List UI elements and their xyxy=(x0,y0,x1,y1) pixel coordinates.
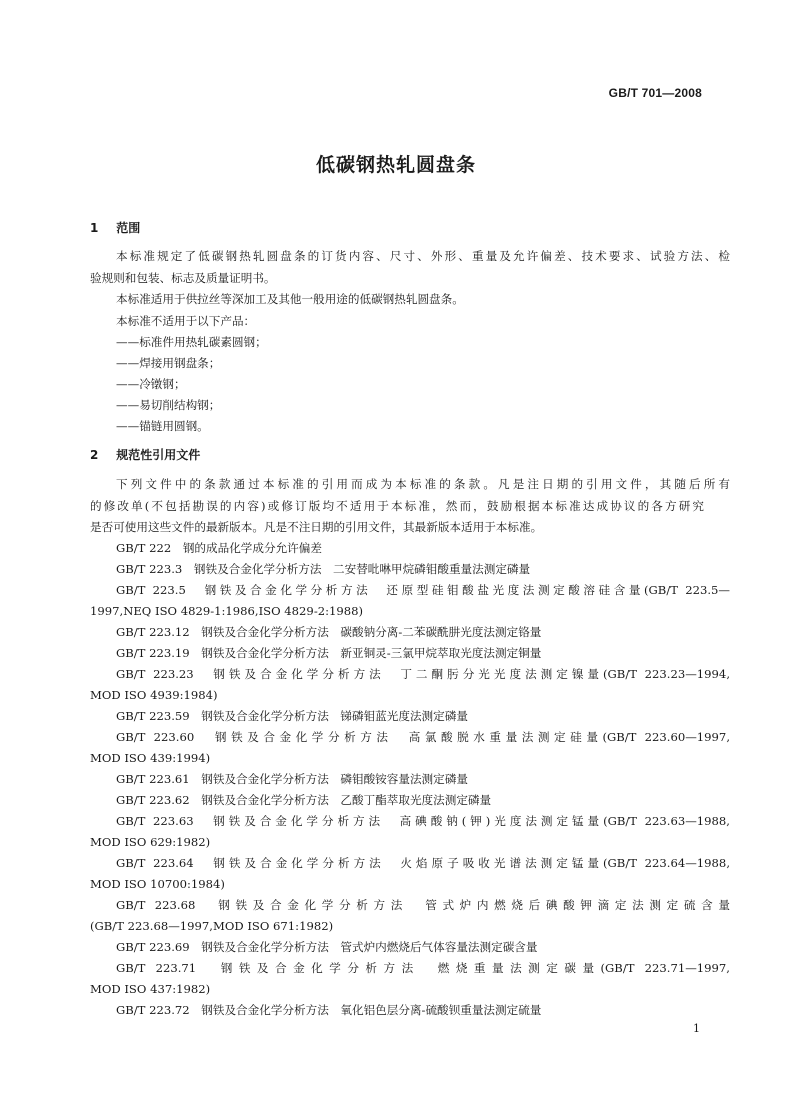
list-item: ——焊接用钢盘条； xyxy=(116,356,221,370)
reference-line: MOD ISO 439:1994) xyxy=(90,751,211,765)
reference-line: MOD ISO 629:1982) xyxy=(90,835,211,849)
reference-line: MOD ISO 10700:1984) xyxy=(90,877,225,891)
paragraph-line: 下列文件中的条款通过本标准的引用而成为本标准的条款。凡是注日期的引用文件，其随后所有 xyxy=(116,477,730,491)
reference-line: GB/T 223.63 钢铁及合金化学分析方法 高碘酸钠(钾)光度法测定锰量(GB/T 223.63—1988, xyxy=(116,814,730,828)
standard-number: GB/T 701—2008 xyxy=(608,86,702,100)
paragraph-line: 验规则和包装、标志及质量证明书。 xyxy=(90,271,276,285)
section-2-heading xyxy=(90,446,200,463)
section-2-title: 规范性引用文件 xyxy=(116,448,201,462)
list-item: ——冷镦钢； xyxy=(116,377,186,391)
reference-line: GB/T 223.71 钢铁及合金化学分析方法 燃烧重量法测定碳量(GB/T 223.71—1997, xyxy=(116,961,730,975)
paragraph-line: 本标准不适用于以下产品： xyxy=(116,314,256,328)
reference-line: (GB/T 223.68—1997,MOD ISO 671:1982) xyxy=(90,919,334,933)
section-1-heading xyxy=(90,219,140,236)
page-number: 1 xyxy=(693,1022,700,1035)
reference-line: GB/T 223.3 钢铁及合金化学分析方法 二安替吡啉甲烷磷钼酸重量法测定磷量 xyxy=(116,562,531,576)
reference-line: GB/T 223.61 钢铁及合金化学分析方法 磷钼酸铵容量法测定磷量 xyxy=(116,772,468,786)
reference-line: GB/T 223.5 钢铁及合金化学分析方法 还原型硅钼酸盐光度法测定酸溶硅含量(GB/T 223.5— xyxy=(116,583,730,597)
reference-line: GB/T 222 钢的成品化学成分允许偏差 xyxy=(116,541,322,555)
reference-line: GB/T 223.12 钢铁及合金化学分析方法 碳酸钠分离-二苯碳酰肼光度法测定铬量 xyxy=(116,625,542,639)
list-item: ——锚链用圆钢。 xyxy=(116,419,209,433)
section-1-title: 范围 xyxy=(116,221,141,235)
document-title: 低碳钢热轧圆盘条 xyxy=(315,154,476,176)
paragraph-line: 是否可使用这些文件的最新版本。凡是不注日期的引用文件，其最新版本适用于本标准。 xyxy=(90,520,543,534)
paragraph-line: 本标准规定了低碳钢热轧圆盘条的订货内容、尺寸、外形、重量及允许偏差、技术要求、试验方法、检 xyxy=(116,249,730,263)
section-2-number: 2 xyxy=(90,448,99,462)
list-item: ——标准件用热轧碳素圆钢； xyxy=(116,335,267,349)
reference-line: MOD ISO 4939:1984) xyxy=(90,688,218,702)
reference-line: GB/T 223.19 钢铁及合金化学分析方法 新亚铜灵-三氯甲烷萃取光度法测定铜量 xyxy=(116,646,542,660)
reference-line: GB/T 223.60 钢铁及合金化学分析方法 高氯酸脱水重量法测定硅量(GB/T 223.60—1997, xyxy=(116,730,730,744)
list-item: ——易切削结构钢； xyxy=(116,398,221,412)
reference-line: GB/T 223.72 钢铁及合金化学分析方法 氧化铝色层分离-硫酸钡重量法测定硫量 xyxy=(116,1003,542,1017)
reference-line: GB/T 223.69 钢铁及合金化学分析方法 管式炉内燃烧后气体容量法测定碳含量 xyxy=(116,940,538,954)
section-1-number: 1 xyxy=(90,221,99,235)
reference-line: GB/T 223.68 钢铁及合金化学分析方法 管式炉内燃烧后碘酸钾滴定法测定硫含量 xyxy=(116,898,730,912)
reference-line: 1997,NEQ ISO 4829-1:1986,ISO 4829-2:1988) xyxy=(90,604,364,618)
reference-line: GB/T 223.59 钢铁及合金化学分析方法 锑磷钼蓝光度法测定磷量 xyxy=(116,709,468,723)
paragraph-line: 的修改单(不包括勘误的内容)或修订版均不适用于本标准，然而，鼓励根据本标准达成协议的各方研究 xyxy=(90,499,704,513)
reference-line: GB/T 223.23 钢铁及合金化学分析方法 丁二酮肟分光光度法测定镍量(GB/T 223.23—1994, xyxy=(116,667,730,681)
paragraph-line: 本标准适用于供拉丝等深加工及其他一般用途的低碳钢热轧圆盘条。 xyxy=(116,292,464,306)
reference-line: GB/T 223.62 钢铁及合金化学分析方法 乙酸丁酯萃取光度法测定磷量 xyxy=(116,793,492,807)
reference-line: MOD ISO 437:1982) xyxy=(90,982,211,996)
reference-line: GB/T 223.64 钢铁及合金化学分析方法 火焰原子吸收光谱法测定锰量(GB/T 223.64—1988, xyxy=(116,856,730,870)
